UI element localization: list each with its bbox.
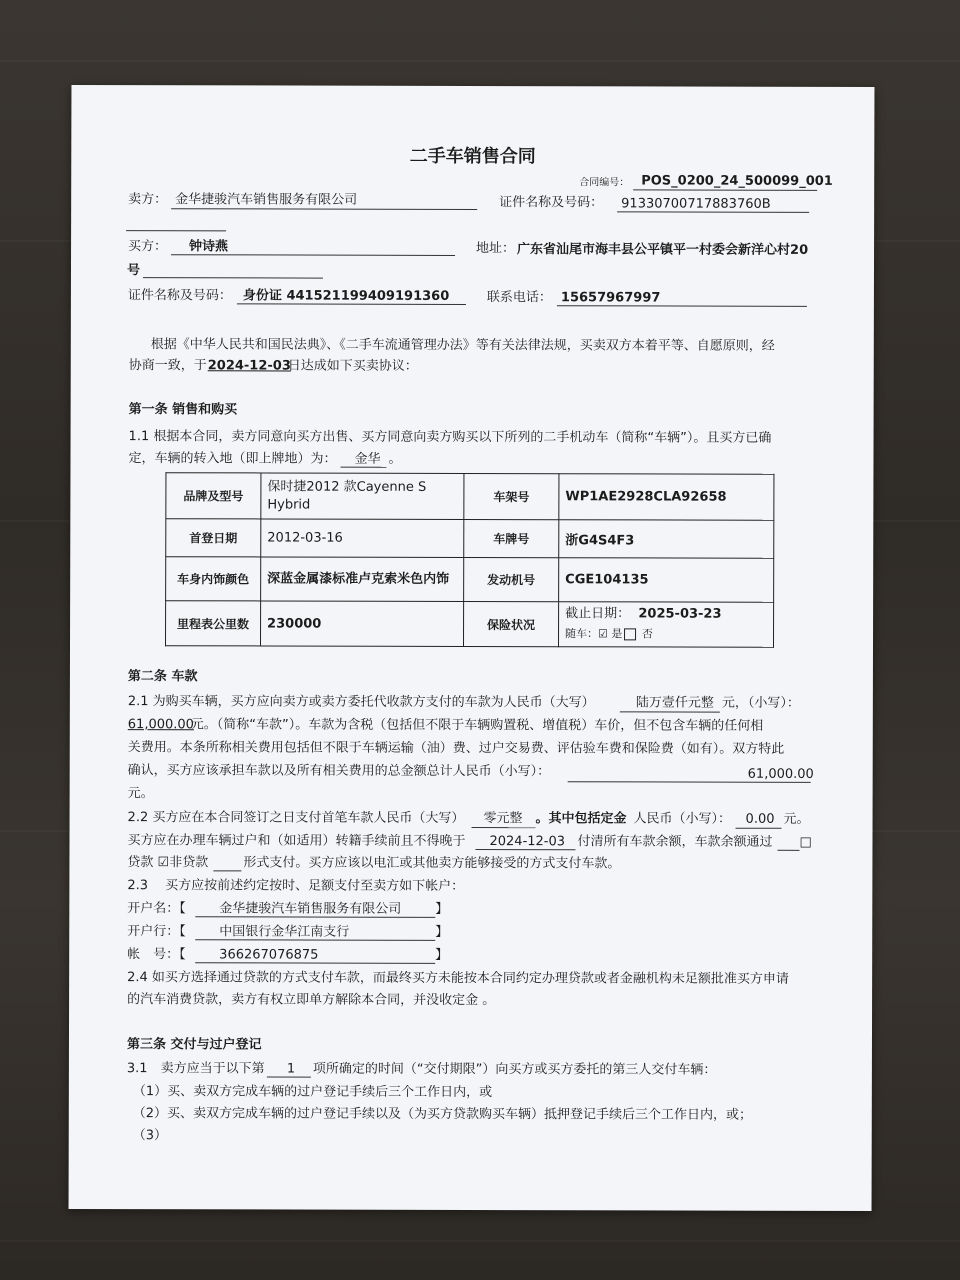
buyer-id-label: 证件名称及号码： <box>127 288 232 304</box>
deposit-small: 0.00 <box>745 811 775 827</box>
acct-name-label: 开户名：【 <box>127 901 186 917</box>
color-value: 深蓝金属漆标准卢克索米色内饰 <box>261 557 464 602</box>
acct-no-label: 帐 号：【 <box>127 947 186 963</box>
intro-date: 2024-12-03 <box>207 358 291 374</box>
art2-p2-l1-a: 2.2 买方应在本合同签订之日支付首笔车款人民币（大写） <box>127 810 465 826</box>
brand-value: 保时捷2012 款Cayenne S Hybrid <box>261 473 464 520</box>
art2-p1-l4-a: 确认，买方应该承担车款以及所有相关费用的总金额总计人民币（小写）： <box>127 763 551 780</box>
engine-label: 发动机号 <box>464 557 559 601</box>
bracket-close: 】 <box>435 924 449 940</box>
art3-item3: （3） <box>132 1128 168 1144</box>
yes-label: 是 <box>611 627 623 641</box>
intro-line2-a: 协商一致，于 <box>128 358 207 374</box>
art2-p2-l3: 贷款 ☑非贷款 <box>127 855 209 871</box>
checkbox-empty-icon <box>624 628 636 640</box>
art3-p1-a: 3.1 卖方应当于以下第 <box>126 1061 265 1077</box>
art2-p4-l1: 2.4 如买方选择通过贷款的方式支付车款，而最终买方未能按本合同约定办理贷款或者金融机构未足额批准买方申请 <box>127 970 789 987</box>
price-words: 陆万壹仟元整 <box>635 695 714 711</box>
art3-item1: （1）买、卖双方完成车辆的过户登记手续后三个工作日内，或 <box>132 1084 493 1101</box>
art1-p1-l1: 1.1 根据本合同，卖方同意向买方出售、买方同意向卖方购买以下所列的二手机动车（简称“车辆”）。且买方已确 <box>128 429 772 446</box>
buyer-phone-label: 联系电话： <box>486 290 552 306</box>
insurance-label: 保险状况 <box>464 601 559 646</box>
buyer-id-value: 身份证 441521199409191360 <box>242 288 450 304</box>
art2-p1-l2-b: 元。（简称“车款”）。车款为含税（包括但不限于车辆购置税、增值税）车价，但不包含车辆的任何相 <box>190 717 764 734</box>
art2-p2-l1-c: 人民币（小写）： <box>633 811 732 827</box>
deposit-words: 零元整 <box>483 811 523 827</box>
checkbox-checked-icon: ☑ <box>598 627 608 641</box>
contract-no-label: 合同编号： <box>579 177 630 189</box>
mileage-label: 里程表公里数 <box>166 601 261 646</box>
bracket-close: 】 <box>435 947 449 963</box>
acct-bank-label: 开户行：【 <box>127 924 186 940</box>
art2-p1-l5: 元。 <box>127 786 154 802</box>
insurance-expiry-label: 截止日期： <box>565 606 631 622</box>
seller-name: 金华捷骏汽车销售服务有限公司 <box>175 192 358 208</box>
first-reg-label: 首登日期 <box>166 519 261 557</box>
insurance-cell <box>559 602 774 648</box>
buyer-address-cont: 号 <box>126 263 141 279</box>
buyer-name: 钟诗燕 <box>189 239 229 255</box>
article1-heading: 第一条 销售和购买 <box>128 402 238 418</box>
buyer-label: 买方： <box>128 239 168 255</box>
art2-p1-l1-a: 2.1 为购买车辆，买方应向卖方或卖方委托代收款方支付的车款为人民币（大写） <box>127 694 595 711</box>
vehicle-info-table <box>165 472 774 648</box>
pay-date: 2024-12-03 <box>489 834 566 850</box>
plate-value: 浙G4S4F3 <box>559 520 774 559</box>
item-no: 1 <box>286 1061 296 1077</box>
price-small: 61,000.00 <box>127 717 194 733</box>
art3-item2: （2）买、卖双方完成车辆的过户登记手续以及（为买方贷款购买车辆）抵押登记手续后三个工作日内，或； <box>132 1106 753 1123</box>
contract-no-value: POS_0200_24_500099_001 <box>641 173 833 189</box>
brand-label: 品牌及型号 <box>166 473 261 519</box>
art2-p2-l2-b: 付清所有车款余额，车款余额通过 <box>577 834 773 850</box>
art2-p2-l1-b: 。其中包括定金 <box>535 811 627 827</box>
total-amount: 61,000.00 <box>747 766 814 782</box>
seller-id-label: 证件名称及号码： <box>499 195 604 211</box>
art2-p2-l3-b: 形式支付。买方应该以电汇或其他卖方能够接受的方式支付车款。 <box>243 855 621 872</box>
with-car-label: 随车： <box>565 627 599 641</box>
mileage-value: 230000 <box>261 601 464 647</box>
contract-paper <box>69 85 875 1211</box>
art2-p1-l1-b: 元，（小写）： <box>721 695 800 711</box>
art3-p1-b: 项所确定的时间（“交付期限”）向买方或买方委托的第三人交付车辆： <box>312 1061 717 1078</box>
engine-value: CGE104135 <box>559 558 774 603</box>
vin-value: WP1AE2928CLA92658 <box>559 474 774 521</box>
art2-p1-l3: 关费用。本条所称相关费用包括但不限于车辆运输（油）费、过户交易费、评估验车费和保险费（如有）。双方特此 <box>127 740 785 757</box>
no-label: 否 <box>641 627 653 641</box>
art2-p3-l1: 2.3 买方应按前述约定按时、足额支付至卖方如下帐户： <box>127 878 465 894</box>
loan-checkbox-icon: □ <box>799 834 812 850</box>
plate-label: 车牌号 <box>464 519 559 557</box>
intro-line1: 根据《中华人民共和国民法典》、《二手车流通管理办法》等有关法律法规，买卖双方本着平等、自愿原则，经 <box>150 337 775 354</box>
acct-no: 366267076875 <box>219 947 319 963</box>
buyer-address: 广东省汕尾市海丰县公平镇平一村委会新洋心村20 <box>517 242 809 258</box>
acct-bank: 中国银行金华江南支行 <box>219 924 350 940</box>
vin-label: 车架号 <box>464 473 559 519</box>
article2-heading: 第二条 车款 <box>127 669 198 685</box>
art2-p4-l2: 的汽车消费贷款，卖方有权立即单方解除本合同，并没收定金 。 <box>127 992 496 1009</box>
art2-p2-l1-d: 元。 <box>783 811 810 827</box>
color-label: 车身内饰颜色 <box>166 557 261 601</box>
art1-p1-l2-a: 定，车辆的转入地（即上牌地）为： <box>128 451 337 467</box>
acct-name: 金华捷骏汽车销售服务有限公司 <box>219 901 402 917</box>
seller-label: 卖方： <box>128 192 168 208</box>
first-reg-value: 2012-03-16 <box>261 519 464 558</box>
art1-p1-l2-b: 。 <box>388 451 402 467</box>
buyer-phone: 15657967997 <box>560 290 661 306</box>
insurance-expiry-value: 2025-03-23 <box>638 606 722 622</box>
buyer-address-label: 地址： <box>476 241 516 257</box>
transfer-city: 金华 <box>354 451 381 467</box>
seller-id-value: 91330700717883760B <box>621 196 771 212</box>
article3-heading: 第三条 交付与过户登记 <box>126 1037 262 1053</box>
contract-title: 二手车销售合同 <box>409 145 536 168</box>
art2-p2-l2-a: 买方应在办理车辆过户和（如适用）转籍手续前且不得晚于 <box>127 833 466 849</box>
bracket-close: 】 <box>435 901 449 917</box>
intro-line2-b: 日达成如下买卖协议： <box>287 358 418 374</box>
